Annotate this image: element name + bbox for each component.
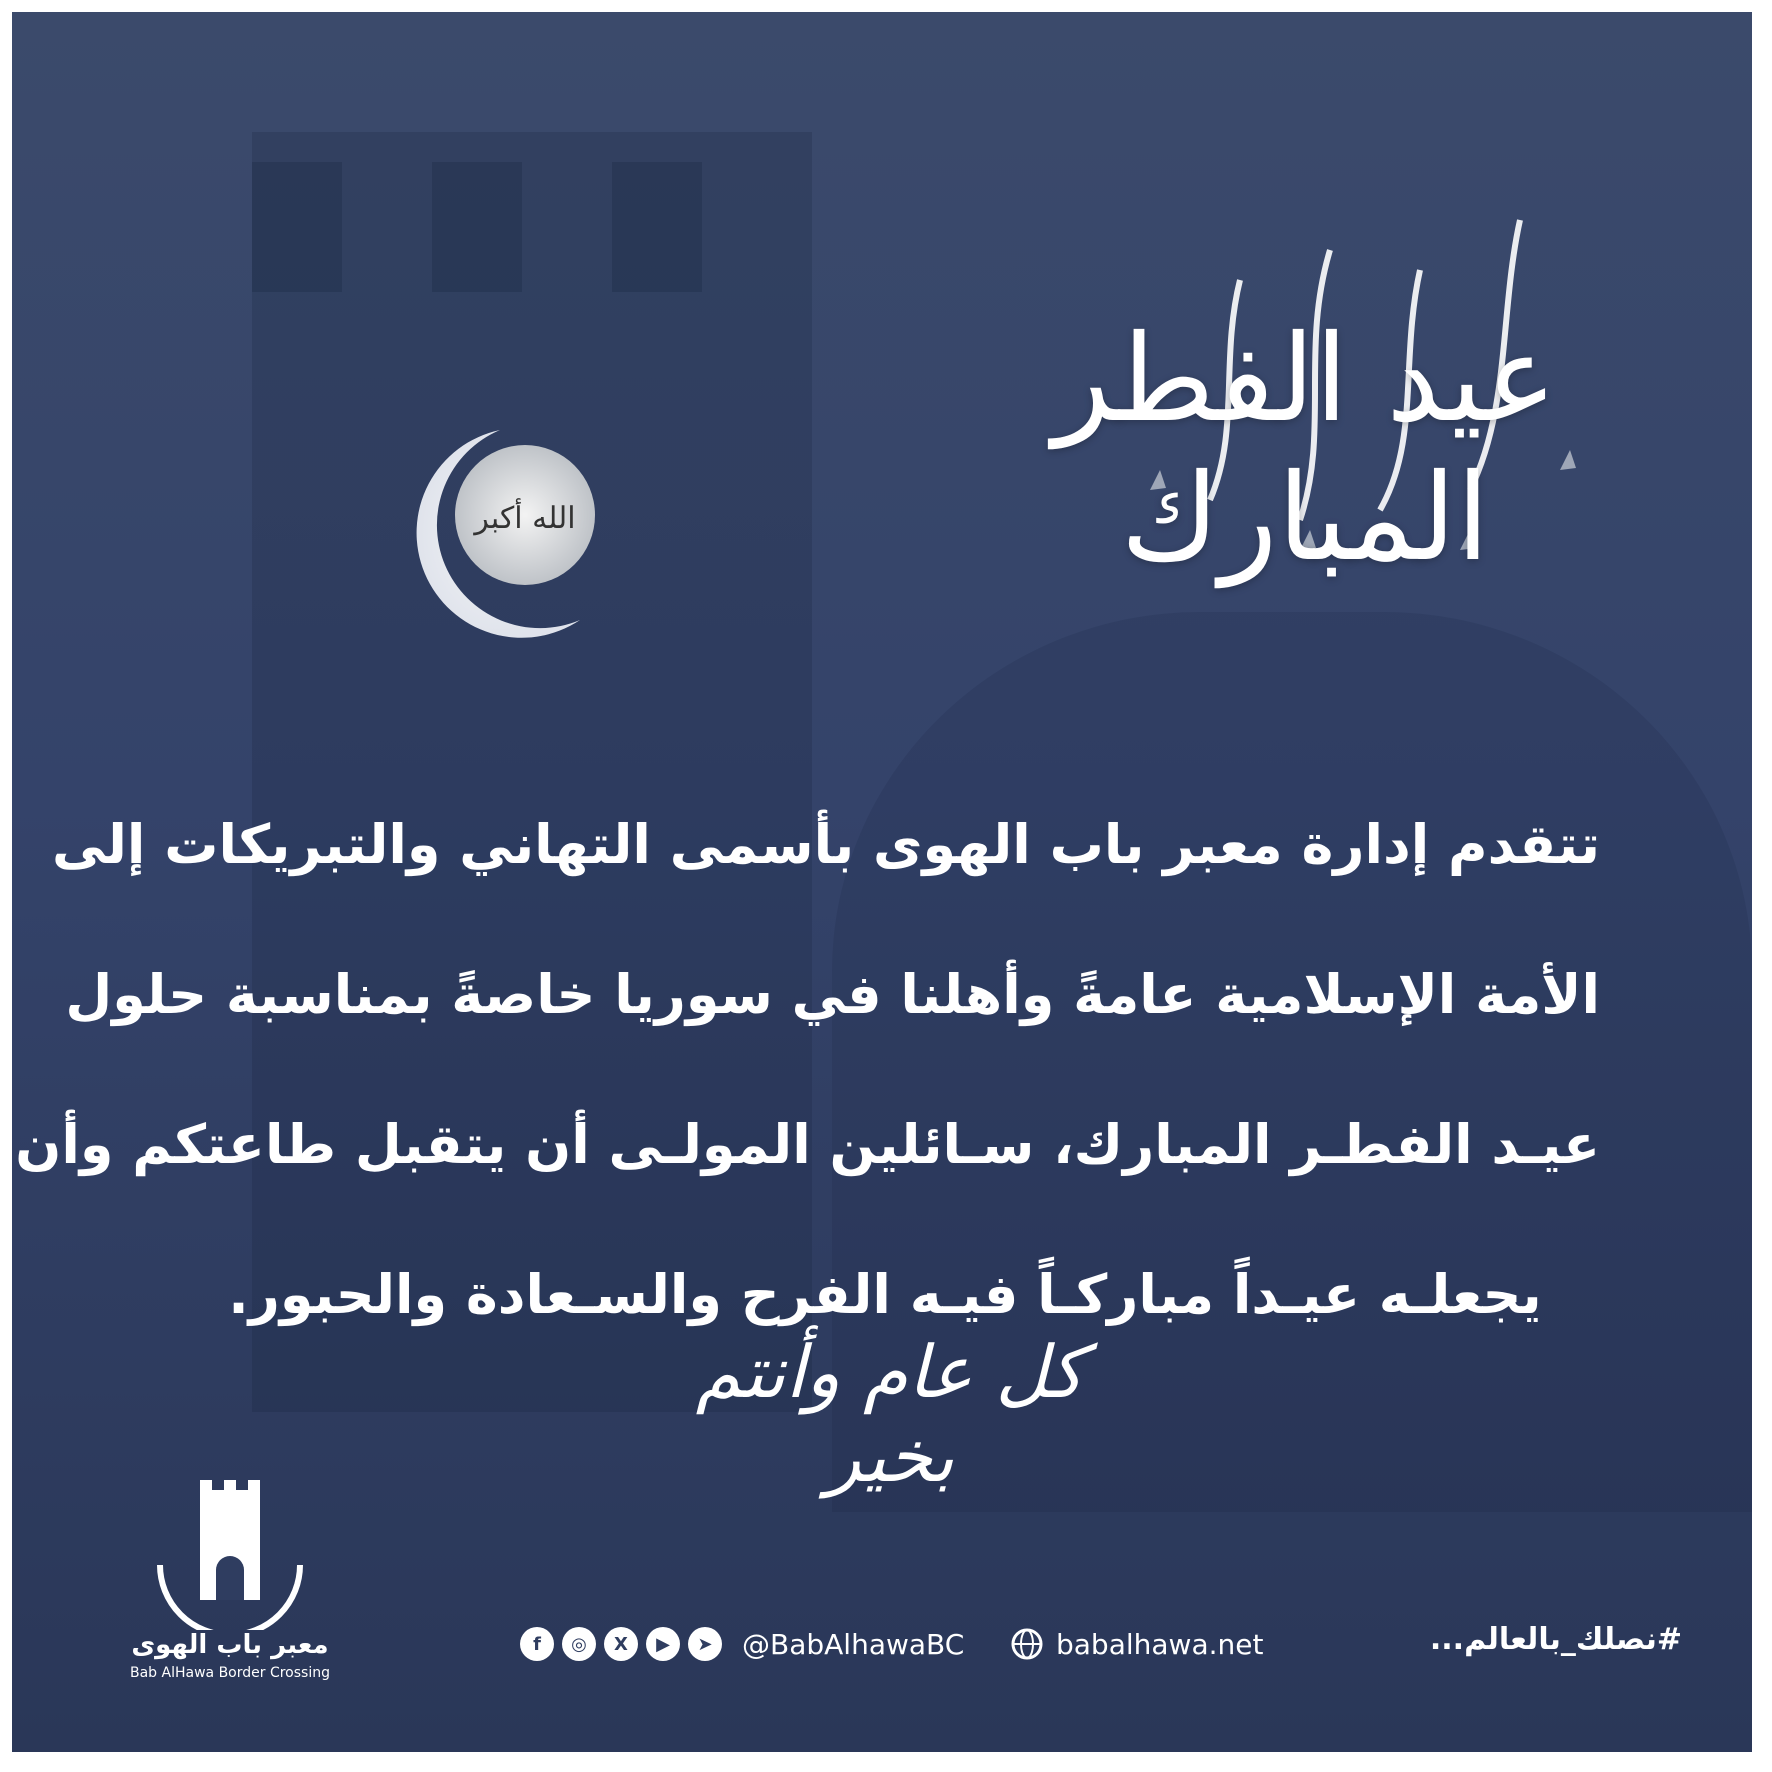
globe-icon: [1010, 1627, 1044, 1661]
youtube-icon[interactable]: ▶: [646, 1627, 680, 1661]
greeting-line-1: تتقدم إدارة معبر باب الهوى بأسمى التهاني والتبريكات إلى: [51, 813, 1600, 876]
crescent-medallion: [380, 420, 610, 650]
closing-calligraphy: كل عام وأنتم بخير: [695, 1330, 1085, 1498]
medallion-text: الله أكبر: [474, 501, 576, 536]
battlement: [432, 162, 522, 292]
title-calligraphy: [1000, 190, 1610, 590]
website-url: babalhawa.net: [1056, 1627, 1264, 1661]
greeting-line-2: الأمة الإسلامية عامةً وأهلنا في سوريا خاصةً بمناسبة حلول: [65, 963, 1600, 1026]
social-handle[interactable]: @BabAlhawaBC: [742, 1627, 965, 1661]
greeting-line-4: يجعلـه عيـداً مباركـاً فيـه الفرح والسـعادة والحبور.: [228, 1263, 1542, 1326]
logo-arabic-text: معبر باب الهوى: [131, 1630, 329, 1660]
crescent-icon: [380, 420, 610, 650]
bab-alhawa-logo: [120, 1480, 340, 1680]
telegram-icon[interactable]: ➤: [688, 1627, 722, 1661]
x-icon[interactable]: X: [604, 1627, 638, 1661]
website-link[interactable]: [1010, 1620, 1263, 1668]
facebook-icon[interactable]: f: [520, 1627, 554, 1661]
battlement: [612, 162, 702, 292]
hashtag: #نصلك_بالعالم...: [1429, 1622, 1682, 1657]
greeting-line-3: عيـد الفطـر المبارك، سـائلين المولـى أن يتقبل طاعتكم وأن: [15, 1113, 1600, 1176]
instagram-icon[interactable]: ◎: [562, 1627, 596, 1661]
logo-english-text: Bab AlHawa Border Crossing: [130, 1665, 330, 1681]
battlement: [252, 162, 342, 292]
eid-title: عيد الفطر المبارك: [1052, 310, 1558, 588]
social-bar: [520, 1620, 964, 1668]
gate-logo-icon: [120, 1480, 340, 1630]
greeting-paragraph: [15, 770, 1600, 1370]
